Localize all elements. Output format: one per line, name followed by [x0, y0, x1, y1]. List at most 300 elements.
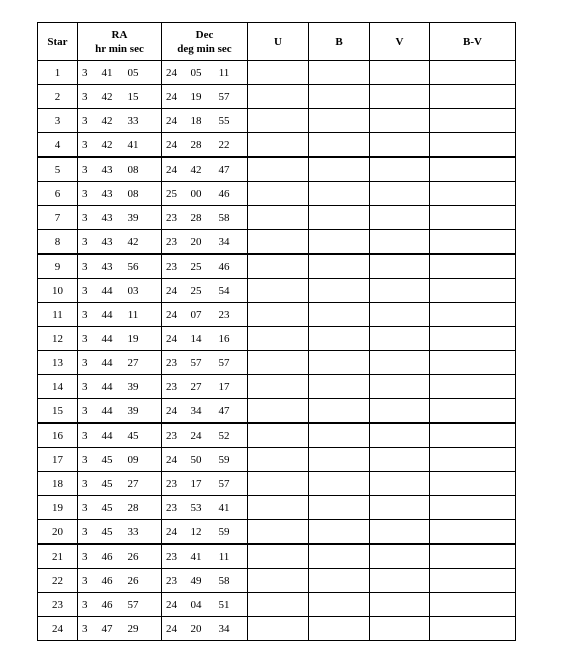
u-cell[interactable]	[248, 472, 309, 496]
v-cell[interactable]	[370, 230, 430, 255]
dec-cell	[162, 85, 248, 109]
ra-hours: 3	[82, 453, 88, 466]
dec-minutes: 20	[190, 235, 202, 248]
dec-degrees: 23	[166, 477, 177, 490]
dec-minutes: 53	[190, 501, 202, 514]
ra-minutes: 46	[101, 550, 113, 563]
v-cell[interactable]	[370, 254, 430, 279]
ra-minutes: 45	[101, 453, 113, 466]
u-cell[interactable]	[248, 593, 309, 617]
bv-cell[interactable]	[430, 351, 516, 375]
table-row	[38, 327, 516, 351]
dec-cell	[162, 593, 248, 617]
b-cell[interactable]	[309, 85, 370, 109]
bv-cell[interactable]	[430, 85, 516, 109]
v-cell[interactable]	[370, 85, 430, 109]
ra-cell	[78, 544, 162, 569]
dec-seconds: 57	[218, 90, 230, 103]
header-dec-units: deg min sec	[177, 42, 232, 55]
dec-minutes: 19	[190, 90, 202, 103]
dec-degrees: 24	[166, 114, 177, 127]
dec-seconds: 34	[218, 622, 230, 635]
dec-degrees: 23	[166, 380, 177, 393]
dec-cell	[162, 133, 248, 158]
dec-cell	[162, 327, 248, 351]
dec-degrees: 23	[166, 429, 177, 442]
star-number: 8	[38, 230, 78, 255]
b-cell[interactable]	[309, 279, 370, 303]
v-cell[interactable]	[370, 351, 430, 375]
b-cell[interactable]	[309, 520, 370, 545]
dec-degrees: 23	[166, 260, 177, 273]
ra-cell	[78, 520, 162, 545]
header-b: B	[309, 23, 370, 61]
header-v: V	[370, 23, 430, 61]
u-cell[interactable]	[248, 569, 309, 593]
ra-seconds: 42	[127, 235, 139, 248]
ra-hours: 3	[82, 235, 88, 248]
star-number: 12	[38, 327, 78, 351]
b-cell[interactable]	[309, 351, 370, 375]
v-cell[interactable]	[370, 375, 430, 399]
bv-cell[interactable]	[430, 303, 516, 327]
dec-degrees: 24	[166, 308, 177, 321]
ra-minutes: 46	[101, 598, 113, 611]
dec-minutes: 14	[190, 332, 202, 345]
bv-cell[interactable]	[430, 544, 516, 569]
bv-cell[interactable]	[430, 375, 516, 399]
ra-seconds: 39	[127, 404, 139, 417]
ra-hours: 3	[82, 66, 88, 79]
v-cell[interactable]	[370, 496, 430, 520]
table-row	[38, 593, 516, 617]
v-cell[interactable]	[370, 593, 430, 617]
ra-hours: 3	[82, 308, 88, 321]
dec-minutes: 49	[190, 574, 202, 587]
ra-seconds: 39	[127, 211, 139, 224]
b-cell[interactable]	[309, 593, 370, 617]
b-cell[interactable]	[309, 254, 370, 279]
ra-seconds: 26	[127, 550, 139, 563]
v-cell[interactable]	[370, 569, 430, 593]
ra-hours: 3	[82, 114, 88, 127]
dec-seconds: 57	[218, 477, 230, 490]
ra-minutes: 42	[101, 138, 113, 151]
v-cell[interactable]	[370, 617, 430, 641]
dec-seconds: 17	[218, 380, 230, 393]
bv-cell[interactable]	[430, 279, 516, 303]
star-number: 4	[38, 133, 78, 158]
star-number: 21	[38, 544, 78, 569]
ra-seconds: 29	[127, 622, 139, 635]
ra-seconds: 03	[127, 284, 139, 297]
dec-degrees: 23	[166, 356, 177, 369]
dec-degrees: 24	[166, 163, 177, 176]
ra-minutes: 45	[101, 501, 113, 514]
bv-cell[interactable]	[430, 448, 516, 472]
dec-cell	[162, 279, 248, 303]
header-bv: B-V	[430, 23, 516, 61]
ra-hours: 3	[82, 598, 88, 611]
table-row	[38, 303, 516, 327]
ra-hours: 3	[82, 622, 88, 635]
bv-cell[interactable]	[430, 109, 516, 133]
b-cell[interactable]	[309, 569, 370, 593]
b-cell[interactable]	[309, 303, 370, 327]
ra-hours: 3	[82, 574, 88, 587]
ra-minutes: 42	[101, 114, 113, 127]
u-cell[interactable]	[248, 61, 309, 85]
ra-cell	[78, 303, 162, 327]
dec-cell	[162, 544, 248, 569]
ra-hours: 3	[82, 477, 88, 490]
dec-degrees: 24	[166, 138, 177, 151]
dec-minutes: 25	[190, 260, 202, 273]
dec-minutes: 28	[190, 211, 202, 224]
dec-seconds: 46	[218, 187, 230, 200]
v-cell[interactable]	[370, 157, 430, 182]
table-row	[38, 230, 516, 255]
ra-cell	[78, 399, 162, 424]
ra-hours: 3	[82, 284, 88, 297]
table-row	[38, 254, 516, 279]
ra-seconds: 08	[127, 163, 139, 176]
v-cell[interactable]	[370, 61, 430, 85]
bv-cell[interactable]	[430, 230, 516, 255]
ra-cell	[78, 157, 162, 182]
dec-cell	[162, 472, 248, 496]
v-cell[interactable]	[370, 544, 430, 569]
dec-degrees: 24	[166, 598, 177, 611]
star-number: 10	[38, 279, 78, 303]
table-row	[38, 85, 516, 109]
dec-degrees: 24	[166, 453, 177, 466]
v-cell[interactable]	[370, 520, 430, 545]
dec-degrees: 24	[166, 622, 177, 635]
b-cell[interactable]	[309, 448, 370, 472]
dec-minutes: 42	[190, 163, 202, 176]
u-cell[interactable]	[248, 617, 309, 641]
dec-cell	[162, 254, 248, 279]
bv-cell[interactable]	[430, 496, 516, 520]
ra-cell	[78, 448, 162, 472]
table-row	[38, 109, 516, 133]
v-cell[interactable]	[370, 279, 430, 303]
dec-minutes: 18	[190, 114, 202, 127]
dec-cell	[162, 423, 248, 448]
bv-cell[interactable]	[430, 423, 516, 448]
dec-minutes: 00	[190, 187, 202, 200]
dec-seconds: 58	[218, 574, 230, 587]
bv-cell[interactable]	[430, 399, 516, 424]
b-cell[interactable]	[309, 206, 370, 230]
dec-degrees: 24	[166, 332, 177, 345]
ra-hours: 3	[82, 380, 88, 393]
dec-cell	[162, 303, 248, 327]
ra-seconds: 27	[127, 356, 139, 369]
dec-cell	[162, 230, 248, 255]
b-cell[interactable]	[309, 182, 370, 206]
b-cell[interactable]	[309, 109, 370, 133]
bv-cell[interactable]	[430, 617, 516, 641]
ra-seconds: 41	[127, 138, 139, 151]
dec-minutes: 27	[190, 380, 202, 393]
ra-cell	[78, 375, 162, 399]
ra-seconds: 05	[127, 66, 139, 79]
ra-cell	[78, 85, 162, 109]
dec-seconds: 34	[218, 235, 230, 248]
star-number: 22	[38, 569, 78, 593]
ra-minutes: 44	[101, 284, 113, 297]
ra-cell	[78, 61, 162, 85]
dec-seconds: 54	[218, 284, 230, 297]
ra-hours: 3	[82, 187, 88, 200]
star-number: 16	[38, 423, 78, 448]
ra-seconds: 15	[127, 90, 139, 103]
ra-hours: 3	[82, 429, 88, 442]
star-photometry-table	[37, 22, 516, 641]
u-cell[interactable]	[248, 448, 309, 472]
dec-degrees: 24	[166, 404, 177, 417]
bv-cell[interactable]	[430, 327, 516, 351]
ra-minutes: 44	[101, 332, 113, 345]
v-cell[interactable]	[370, 182, 430, 206]
dec-seconds: 11	[218, 550, 230, 563]
bv-cell[interactable]	[430, 182, 516, 206]
b-cell[interactable]	[309, 61, 370, 85]
dec-minutes: 41	[190, 550, 202, 563]
ra-minutes: 47	[101, 622, 113, 635]
star-number: 13	[38, 351, 78, 375]
bv-cell[interactable]	[430, 254, 516, 279]
table-row	[38, 133, 516, 158]
u-cell[interactable]	[248, 182, 309, 206]
star-number: 20	[38, 520, 78, 545]
v-cell[interactable]	[370, 133, 430, 158]
v-cell[interactable]	[370, 423, 430, 448]
ra-seconds: 57	[127, 598, 139, 611]
ra-hours: 3	[82, 404, 88, 417]
ra-minutes: 43	[101, 187, 113, 200]
ra-minutes: 44	[101, 404, 113, 417]
dec-minutes: 05	[190, 66, 202, 79]
header-dec	[162, 23, 248, 61]
dec-seconds: 55	[218, 114, 230, 127]
dec-degrees: 23	[166, 211, 177, 224]
header-ra-units: hr min sec	[95, 42, 144, 55]
v-cell[interactable]	[370, 303, 430, 327]
ra-cell	[78, 423, 162, 448]
ra-seconds: 33	[127, 114, 139, 127]
dec-cell	[162, 496, 248, 520]
header-row	[38, 23, 516, 61]
dec-degrees: 24	[166, 284, 177, 297]
star-number: 6	[38, 182, 78, 206]
dec-seconds: 59	[218, 525, 230, 538]
dec-seconds: 41	[218, 501, 230, 514]
ra-minutes: 44	[101, 380, 113, 393]
u-cell[interactable]	[248, 157, 309, 182]
u-cell[interactable]	[248, 544, 309, 569]
ra-hours: 3	[82, 550, 88, 563]
b-cell[interactable]	[309, 423, 370, 448]
b-cell[interactable]	[309, 327, 370, 351]
star-number: 19	[38, 496, 78, 520]
dec-minutes: 28	[190, 138, 202, 151]
u-cell[interactable]	[248, 85, 309, 109]
u-cell[interactable]	[248, 399, 309, 424]
b-cell[interactable]	[309, 472, 370, 496]
dec-seconds: 47	[218, 404, 230, 417]
table-row	[38, 351, 516, 375]
b-cell[interactable]	[309, 133, 370, 158]
ra-hours: 3	[82, 163, 88, 176]
star-number: 15	[38, 399, 78, 424]
dec-seconds: 16	[218, 332, 230, 345]
table-row	[38, 157, 516, 182]
dec-seconds: 11	[218, 66, 230, 79]
ra-minutes: 41	[101, 66, 113, 79]
star-number: 7	[38, 206, 78, 230]
dec-seconds: 47	[218, 163, 230, 176]
ra-cell	[78, 617, 162, 641]
bv-cell[interactable]	[430, 157, 516, 182]
dec-seconds: 58	[218, 211, 230, 224]
ra-hours: 3	[82, 138, 88, 151]
table-row	[38, 544, 516, 569]
b-cell[interactable]	[309, 399, 370, 424]
ra-minutes: 43	[101, 235, 113, 248]
bv-cell[interactable]	[430, 206, 516, 230]
dec-cell	[162, 375, 248, 399]
ra-cell	[78, 206, 162, 230]
dec-seconds: 51	[218, 598, 230, 611]
ra-minutes: 45	[101, 477, 113, 490]
star-number: 18	[38, 472, 78, 496]
u-cell[interactable]	[248, 230, 309, 255]
ra-hours: 3	[82, 525, 88, 538]
dec-cell	[162, 399, 248, 424]
table-row	[38, 617, 516, 641]
u-cell[interactable]	[248, 303, 309, 327]
ra-hours: 3	[82, 211, 88, 224]
table-row	[38, 496, 516, 520]
bv-cell[interactable]	[430, 133, 516, 158]
u-cell[interactable]	[248, 327, 309, 351]
star-number: 3	[38, 109, 78, 133]
ra-seconds: 33	[127, 525, 139, 538]
u-cell[interactable]	[248, 375, 309, 399]
table-row	[38, 423, 516, 448]
dec-seconds: 59	[218, 453, 230, 466]
dec-minutes: 25	[190, 284, 202, 297]
u-cell[interactable]	[248, 109, 309, 133]
table-row	[38, 61, 516, 85]
dec-seconds: 52	[218, 429, 230, 442]
star-number: 23	[38, 593, 78, 617]
b-cell[interactable]	[309, 230, 370, 255]
u-cell[interactable]	[248, 423, 309, 448]
u-cell[interactable]	[248, 254, 309, 279]
ra-seconds: 19	[127, 332, 139, 345]
dec-cell	[162, 351, 248, 375]
dec-degrees: 25	[166, 187, 177, 200]
b-cell[interactable]	[309, 375, 370, 399]
b-cell[interactable]	[309, 157, 370, 182]
dec-cell	[162, 157, 248, 182]
header-u: U	[248, 23, 309, 61]
dec-cell	[162, 520, 248, 545]
dec-cell	[162, 109, 248, 133]
dec-minutes: 04	[190, 598, 202, 611]
star-number: 1	[38, 61, 78, 85]
bv-cell[interactable]	[430, 593, 516, 617]
ra-hours: 3	[82, 332, 88, 345]
ra-seconds: 27	[127, 477, 139, 490]
bv-cell[interactable]	[430, 520, 516, 545]
v-cell[interactable]	[370, 206, 430, 230]
ra-seconds: 26	[127, 574, 139, 587]
ra-minutes: 43	[101, 211, 113, 224]
dec-seconds: 23	[218, 308, 230, 321]
table-body	[38, 61, 516, 641]
u-cell[interactable]	[248, 279, 309, 303]
v-cell[interactable]	[370, 399, 430, 424]
dec-minutes: 17	[190, 477, 202, 490]
dec-cell	[162, 182, 248, 206]
dec-degrees: 24	[166, 525, 177, 538]
u-cell[interactable]	[248, 351, 309, 375]
header-star: Star	[38, 23, 78, 61]
dec-seconds: 57	[218, 356, 230, 369]
dec-cell	[162, 617, 248, 641]
table-row	[38, 399, 516, 424]
u-cell[interactable]	[248, 206, 309, 230]
dec-minutes: 50	[190, 453, 202, 466]
ra-minutes: 44	[101, 356, 113, 369]
v-cell[interactable]	[370, 327, 430, 351]
dec-minutes: 57	[190, 356, 202, 369]
dec-minutes: 07	[190, 308, 202, 321]
ra-cell	[78, 351, 162, 375]
bv-cell[interactable]	[430, 61, 516, 85]
ra-minutes: 43	[101, 163, 113, 176]
u-cell[interactable]	[248, 520, 309, 545]
dec-seconds: 46	[218, 260, 230, 273]
dec-degrees: 23	[166, 501, 177, 514]
ra-minutes: 44	[101, 308, 113, 321]
v-cell[interactable]	[370, 109, 430, 133]
u-cell[interactable]	[248, 496, 309, 520]
header-ra	[78, 23, 162, 61]
dec-minutes: 24	[190, 429, 202, 442]
b-cell[interactable]	[309, 496, 370, 520]
v-cell[interactable]	[370, 448, 430, 472]
bv-cell[interactable]	[430, 472, 516, 496]
v-cell[interactable]	[370, 472, 430, 496]
ra-seconds: 56	[127, 260, 139, 273]
b-cell[interactable]	[309, 617, 370, 641]
ra-minutes: 42	[101, 90, 113, 103]
ra-cell	[78, 133, 162, 158]
ra-seconds: 11	[127, 308, 139, 321]
bv-cell[interactable]	[430, 569, 516, 593]
u-cell[interactable]	[248, 133, 309, 158]
table-row	[38, 520, 516, 545]
dec-seconds: 22	[218, 138, 230, 151]
b-cell[interactable]	[309, 544, 370, 569]
ra-cell	[78, 182, 162, 206]
